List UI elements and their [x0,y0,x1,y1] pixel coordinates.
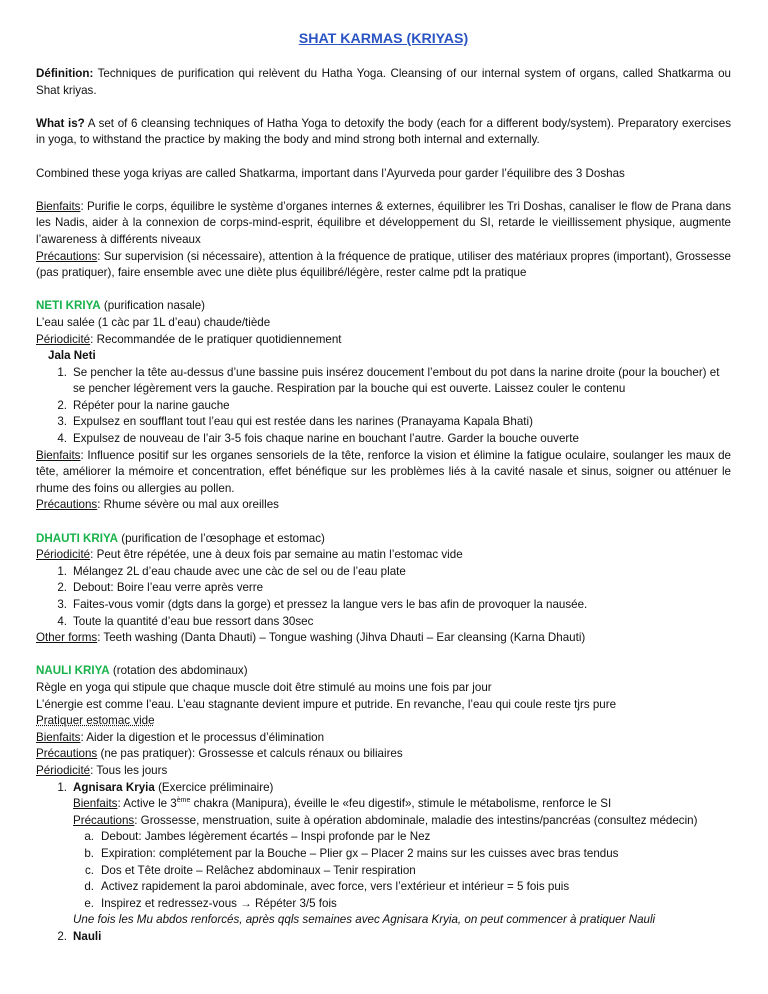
general-bienfaits-text: : Purifie le corps, équilibre le système d’organes internes & externes, équilibrer les Tri Doshas, canaliser le flow de Prana dans les Nadis, aider à la connexion de corps-mind-esprit, équilibre et développement du SI, retarde le vieillissement physique, augmente l’awareness à différents niveaux [36,199,731,246]
step-text: Debout: Boire l’eau verre après verre [73,581,264,595]
step-text: Faites-vous vomir (dgts dans la gorge) et pressez la langue vers le bas afin de provoquer la nausée. [73,598,588,611]
list-item [36,398,731,415]
step-text: Inspirez et redressez-vous → Répéter 3/5 fois [101,896,337,910]
dhauti-title: DHAUTI KRIYA [36,531,119,545]
general-precautions [36,249,731,282]
step-number: 3. [57,415,67,429]
agnisara-title: Agnisara Kryia [73,780,155,794]
step-number: 2. [57,929,67,943]
neti-water: L’eau salée (1 càc par 1L d’eau) chaude/tiède [36,315,271,329]
step-number: 4. [57,614,67,628]
list-item [36,896,731,913]
nauli-empty-stomach-text: Pratiquer estomac vide [36,714,155,728]
nauli-item [36,929,731,946]
nauli-list [36,780,731,830]
definition-text: Techniques de purification qui relèvent du Hatha Yoga. Cleansing of our internal system of organs, called Shatkarma ou Shat kriyas. [36,67,731,97]
agnisara-bienfaits-label: Bienfaits [73,797,118,811]
neti-title: NETI KRIYA [36,299,101,313]
step-letter: b. [84,846,94,860]
agnisara-subtitle: (Exercice préliminaire) [154,780,274,794]
step-letter: c. [84,863,94,877]
nauli-empty-stomach [36,713,731,730]
list-item [36,365,731,398]
step-text: Activez rapidement la paroi abdominale, avec force, vers l’extérieur et intérieur = 5 fois puis [101,880,570,894]
step-text: Se pencher la tête au-dessus d’une bassine puis insérez doucement l’embout du pot dans la narine droite (pour la boucher) et se pencher légèrement vers la gauche. Respiration par la bouche qui est ouverte. Laissez couler le contenu [73,365,720,396]
step-letter: a. [84,830,94,844]
neti-steps [36,365,731,448]
general-bienfaits [36,199,731,249]
step-text: Expiration: complétement par la Bouche – Plier gx – Placer 2 mains sur les cuisses avec bras tendus [101,846,619,860]
nauli-periodicite-text: : Tous les jours [90,763,168,777]
neti-heading [36,298,731,315]
list-item [36,431,731,448]
nauli-precautions-label: Précautions [36,747,98,761]
definition-label: Définition: [36,67,94,80]
nauli-precautions-text: (ne pas pratiquer): Grossesse et calculs rénaux ou biliaires [97,747,403,761]
definition-paragraph [36,66,731,99]
dhauti-steps [36,564,731,630]
neti-subtitle: (purification nasale) [100,299,206,313]
dhauti-periodicite-text: : Peut être répétée, une à deux fois par semaine au matin l’estomac vide [90,548,463,562]
dhauti-periodicite-label: Périodicité [36,548,91,562]
agnisara-bienfaits-post: chakra (Manipura), éveille le «feu digestif», stimule le métabolisme, renforce le SI [190,797,612,811]
step-text: Toute la quantité d’eau bue ressort dans 30sec [73,614,314,628]
neti-bienfaits-text: : Influence positif sur les organes sensoriels de la tête, renforce la vision et élimine la fatigue oculaire, soulanger les maux de tête, améliorer la mémoire et concentration, effet bénéfique sur les problèmes liés à la cavité nasale et sinus, soigner ou atténuer le rhume des foins ou allergies au pollen. [36,448,731,495]
step-number: 1. [57,780,67,794]
agnisara-bienfaits [73,796,731,813]
neti-precautions [36,497,731,514]
jala-neti-title [36,348,731,365]
what-is-label: What is? [36,116,85,130]
nauli-bienfaits-label: Bienfaits [36,730,81,744]
step-text: Expulsez de nouveau de l’air 3-5 fois chaque narine en bouchant l’autre. Garder la bouche ouverte [73,432,579,446]
step-number: 3. [57,598,67,611]
neti-periodicite-label: Périodicité [36,332,91,346]
neti-periodicite-text: : Recommandée de le pratiquer quotidiennement [90,332,342,346]
agnisara-precautions [73,813,731,830]
neti-precautions-label: Précautions [36,498,98,512]
dhauti-other-forms [36,630,731,647]
list-item [36,829,731,846]
list-item [36,614,731,631]
dhauti-other-label: Other forms [36,631,98,645]
general-precautions-label: Précautions [36,249,98,263]
step-number: 4. [57,432,67,446]
step-letter: d. [84,880,94,894]
neti-periodicite [36,332,731,349]
nauli-item-title: Nauli [73,929,102,943]
list-item [36,580,731,597]
agnisara-note [36,912,731,929]
step-text: Mélangez 2L d’eau chaude avec une càc de sel ou de l’eau plate [73,564,406,578]
step-text: Répéter pour la narine gauche [73,398,230,412]
nauli-subtitle: (rotation des abdominaux) [109,664,248,678]
dhauti-heading [36,531,731,548]
step-text: Dos et Tête droite – Relâchez abdominaux – Tenir respiration [101,863,416,877]
dhauti-periodicite [36,547,731,564]
nauli-energy: L’énergie est comme l’eau. L’eau stagnante devient impure et putride. En revanche, l’eau qui coule reste tjrs pure [36,697,617,711]
agnisara-precautions-label: Précautions [73,813,135,827]
general-precautions-text: : Sur supervision (si nécessaire), attention à la fréquence de pratique, utiliser des matériaux propres (important), Grossesse (pas pratiquer), faire ensemble avec une diète plus équilibré/légère, rester calme pdt la pratique [36,249,731,280]
agnisara-bienfaits-sup: ème [176,797,191,805]
agnisara-steps [36,829,731,912]
agnisara-note-text: Une fois les Mu abdos renforcés, après qqls semaines avec Agnisara Kryia, on peut commencer à pratiquer Nauli [73,913,656,927]
step-number: 1. [57,564,67,578]
agnisara-precautions-text: : Grossesse, menstruation, suite à opération abdominale, maladie des intestins/pancréas (consultez médecin) [134,813,698,827]
page-title: SHAT KARMAS (KRIYAS) [298,31,469,47]
step-text: Debout: Jambes légèrement écartés – Inspi profonde par le Nez [101,830,431,844]
nauli-list-2 [36,929,731,946]
step-number: 1. [57,365,67,379]
combined-paragraph: Combined these yoga kriyas are called Shatkarma, important dans l’Ayurveda pour garder l’équilibre des 3 Doshas [36,166,625,180]
nauli-title: NAULI KRIYA [36,664,110,678]
nauli-periodicite-label: Périodicité [36,763,91,777]
list-item [36,414,731,431]
step-text: Expulsez en soufflant tout l’eau qui est restée dans les narines (Pranayama Kapala Bhati) [73,415,533,429]
jala-neti-label: Jala Neti [48,349,96,363]
neti-bienfaits-label: Bienfaits [36,448,81,462]
what-is-text: A set of 6 cleansing techniques of Hatha Yoga to detoxify the body (each for a different body/system). Preparatory exercises in yoga, to withstand the practice by making the body and mind strong both internal and externally. [36,116,731,147]
step-number: 2. [57,398,67,412]
step-letter: e. [84,896,94,910]
list-item [36,597,731,614]
list-item [36,879,731,896]
what-is-paragraph [36,116,731,149]
list-item [36,846,731,863]
nauli-bienfaits [36,730,731,747]
document-page [36,30,731,945]
general-bienfaits-label: Bienfaits [36,199,81,213]
nauli-precautions [36,746,731,763]
dhauti-subtitle: (purification de l’œsophage et estomac) [118,531,325,545]
step-number: 2. [57,581,67,595]
agnisara-item [36,780,731,830]
list-item [36,564,731,581]
nauli-periodicite [36,763,731,780]
list-item [36,863,731,880]
nauli-heading [36,663,731,680]
neti-bienfaits [36,448,731,498]
neti-precautions-text: : Rhume sévère ou mal aux oreilles [97,498,279,512]
nauli-rule: Règle en yoga qui stipule que chaque muscle doit être stimulé au moins une fois par jour [36,680,492,694]
agnisara-bienfaits-pre: : Active le 3 [117,797,177,811]
nauli-bienfaits-text: : Aider la digestion et le processus d’élimination [80,730,325,744]
dhauti-other-text: : Teeth washing (Danta Dhauti) – Tongue washing (Jihva Dhauti – Ear cleansing (Karna Dhauti) [97,631,586,645]
